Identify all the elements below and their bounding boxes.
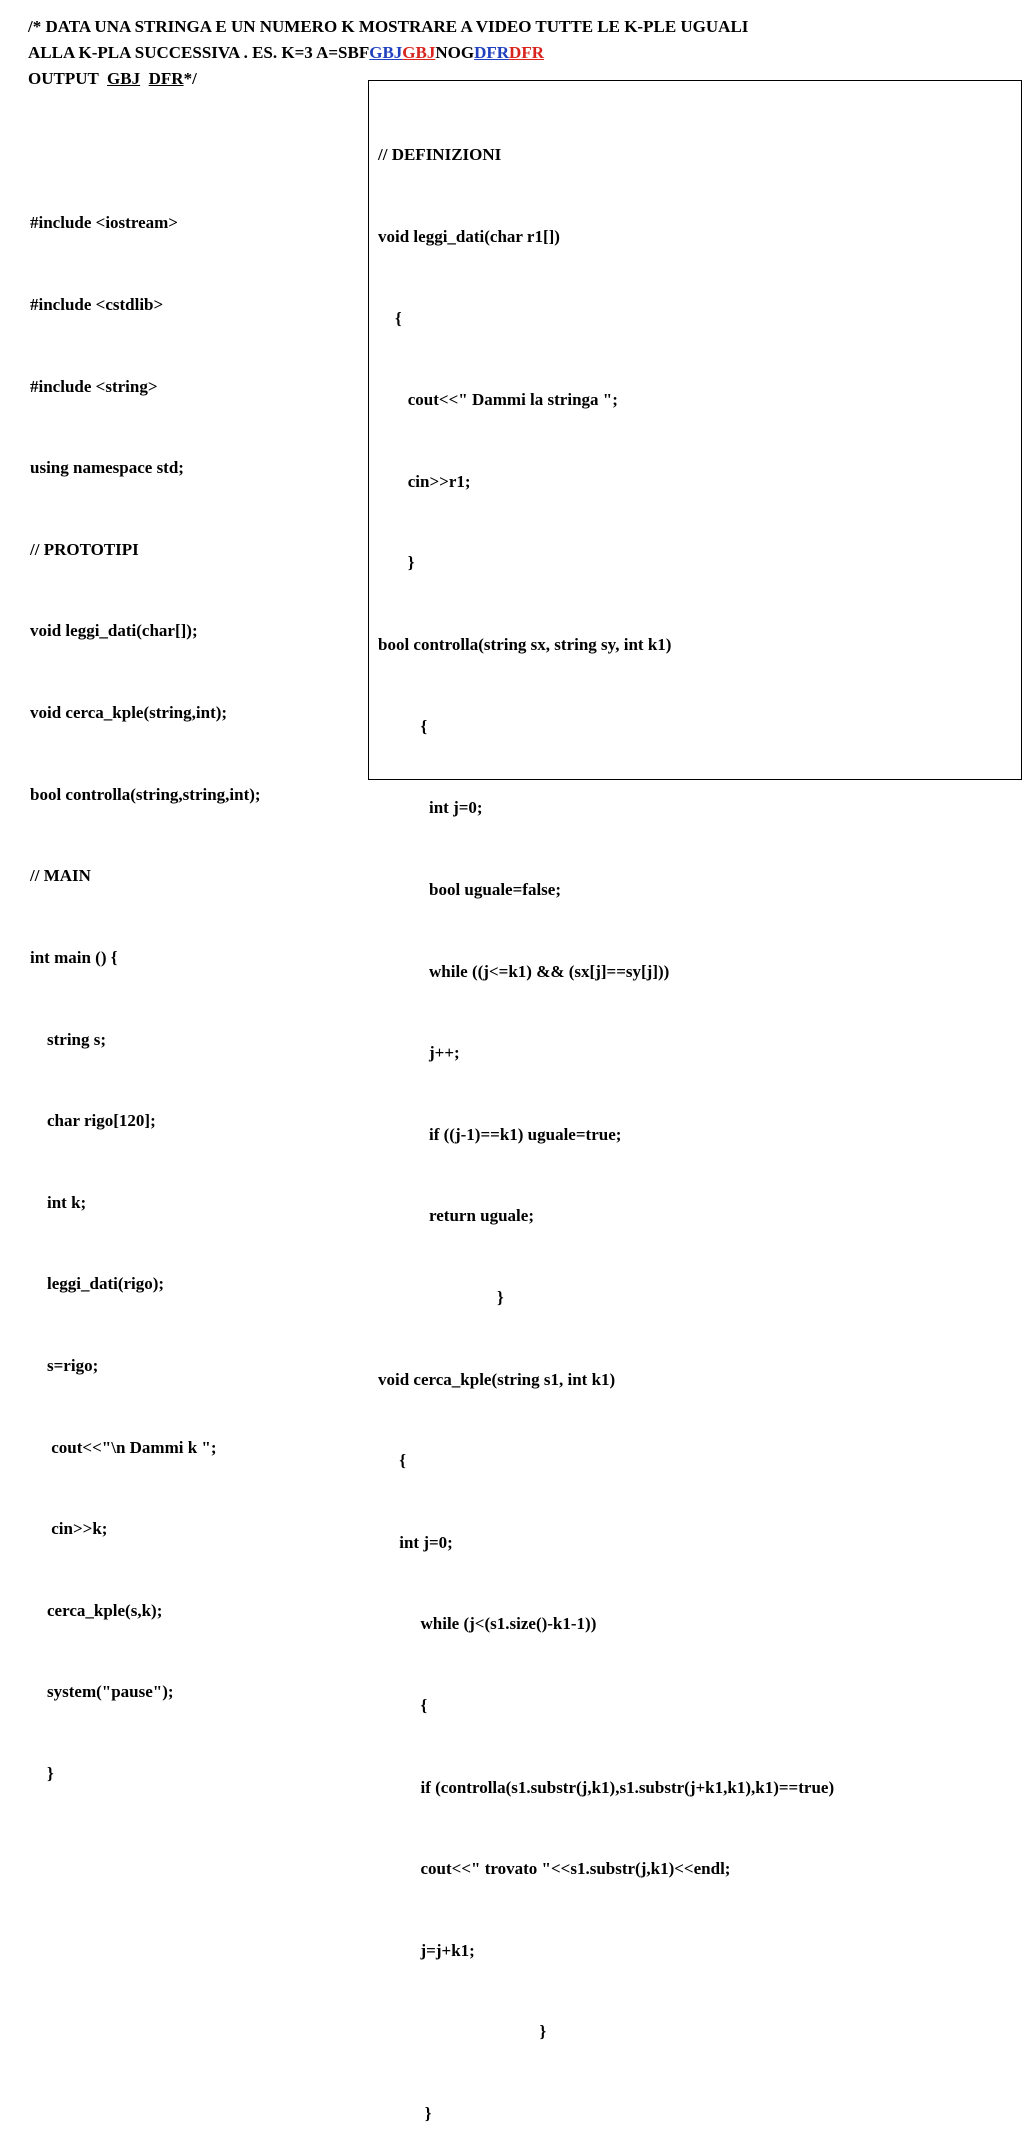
- code-line: cout<<"\n Dammi k ";: [30, 1437, 217, 1457]
- code-line: #include <cstdlib>: [30, 295, 164, 315]
- code-line: j++;: [378, 1043, 460, 1063]
- header-line-1: /* DATA UNA STRINGA E UN NUMERO K MOSTRARE A VIDEO TUTTE LE K-PLE UGUALI: [28, 17, 749, 36]
- code-line: // PROTOTIPI: [30, 539, 139, 559]
- code-line: leggi_dati(rigo);: [30, 1274, 165, 1294]
- code-line: void leggi_dati(char[]);: [30, 621, 198, 641]
- code-line: }: [378, 2022, 547, 2042]
- code-line: cerca_kple(s,k);: [30, 1600, 163, 1620]
- example-nog: NOG: [435, 43, 475, 62]
- example-gbj-blue: GBJ: [369, 43, 403, 62]
- code-line: void cerca_kple(string,int);: [30, 703, 228, 723]
- example-dfr-red: DFR: [509, 43, 544, 62]
- main-code-listing: [30, 155, 261, 1814]
- definitions-code-listing: [378, 87, 834, 2154]
- code-line: int j=0;: [378, 1532, 453, 1552]
- output-dfr: DFR: [148, 69, 184, 88]
- code-line: int main () {: [30, 947, 118, 967]
- code-line: cout<<" Dammi la stringa ";: [378, 390, 618, 410]
- code-line: cin>>r1;: [378, 471, 471, 491]
- code-line: }: [378, 553, 415, 573]
- code-line: cout<<" trovato "<<s1.substr(j,k1)<<endl;: [378, 1859, 731, 1879]
- code-line: }: [378, 2104, 432, 2124]
- code-line: bool controlla(string,string,int);: [30, 784, 261, 804]
- code-line: int k;: [30, 1192, 87, 1212]
- code-line: if ((j-1)==k1) uguale=true;: [378, 1124, 622, 1144]
- example-dfr-blue: DFR: [474, 43, 510, 62]
- code-line: if (controlla(s1.substr(j,k1),s1.substr(j+k1,k1),k1)==true): [378, 1777, 835, 1797]
- example-gbj-red: GBJ: [402, 43, 436, 62]
- code-line: cin>>k;: [30, 1519, 108, 1539]
- output-separator: [140, 69, 149, 88]
- code-line: j=j+k1;: [378, 1940, 475, 1960]
- code-line: #include <iostream>: [30, 213, 178, 233]
- code-line: #include <string>: [30, 376, 158, 396]
- output-gbj: GBJ: [107, 69, 141, 88]
- code-line: }: [30, 1763, 54, 1783]
- code-line: {: [378, 716, 428, 736]
- code-line: {: [378, 308, 402, 328]
- code-line: string s;: [30, 1029, 107, 1049]
- comment-end: */: [183, 69, 197, 88]
- code-line: void leggi_dati(char r1[]): [378, 227, 560, 247]
- code-line: using namespace std;: [30, 458, 184, 478]
- code-line: {: [378, 1451, 406, 1471]
- code-line: while ((j<=k1) && (sx[j]==sy[j])): [378, 961, 670, 981]
- code-line: while (j<(s1.size()-k1-1)): [378, 1614, 597, 1634]
- code-line: bool controlla(string sx, string sy, int k1): [378, 635, 672, 655]
- code-line: int j=0;: [378, 798, 483, 818]
- code-line: char rigo[120];: [30, 1111, 156, 1131]
- code-line: void cerca_kple(string s1, int k1): [378, 1369, 616, 1389]
- code-line: }: [378, 1287, 504, 1307]
- header-line-2: [28, 40, 1018, 66]
- code-line: system("pause");: [30, 1682, 174, 1702]
- code-line: // MAIN: [30, 866, 91, 886]
- code-line: // DEFINIZIONI: [378, 145, 502, 165]
- code-line: return uguale;: [378, 1206, 534, 1226]
- output-prefix: OUTPUT: [28, 69, 108, 88]
- code-line: s=rigo;: [30, 1355, 99, 1375]
- code-line: bool uguale=false;: [378, 879, 561, 899]
- example-prefix: ALLA K-PLA SUCCESSIVA . ES. K=3 A=SBF: [28, 43, 370, 62]
- code-line: {: [378, 1695, 428, 1715]
